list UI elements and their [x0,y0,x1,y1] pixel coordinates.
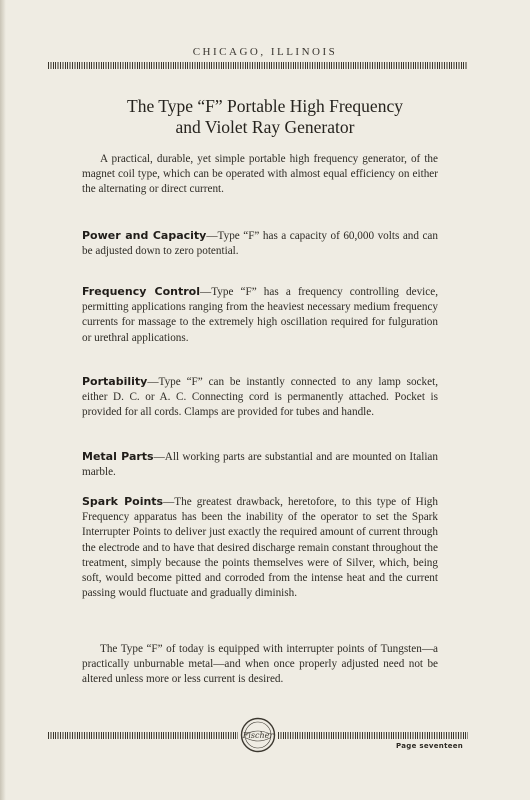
running-header: CHICAGO, ILLINOIS [192,46,338,58]
section-text: —Type “F” can be instantly connected to any lamp socket, either D. C. or A. C. Connecting cord is permanently attached. Pocket is provided for all cords. Clamps are provided for tubes and handle. [82,376,438,419]
section-text: —Type “F” has a frequency controlling device, permitting applications ranging from the heaviest necessary medium frequency currents for massage to the extremely high oscillation required for fulguration or urethral applications. [82,286,438,344]
section-frequency-control [82,284,438,346]
section-heading: Metal Parts [82,450,154,463]
section-text: —Type “F” has a capacity of 60,000 volts and can be adjusted down to zero potential. [82,230,438,258]
top-rule [48,62,468,69]
closing-paragraph: The Type “F” of today is equipped with interrupter points of Tungsten—a practically unburnable metal—and when once properly adjusted need not be altered unless more or less current is desired. [82,643,438,686]
section-text: —The greatest drawback, heretofore, to this type of High Frequency apparatus has been the inability of the operator to set the Spark Interrupter Points to deliver just exactly the required amount of current through the electrode and to have that desired discharge remain constant throughout the treatment, simply because the points themselves were of Silver, which, being soft, would become pitted and corroded from the intense heat and the current passing would fluctuate and gradually diminish. [82,496,438,600]
title-line-1: The Type “F” Portable High Frequency [127,96,403,116]
section-metal-parts [82,449,438,480]
section-heading: Spark Points [82,495,164,508]
svg-text:Fischer: Fischer [242,731,274,740]
page-title [60,96,470,138]
page-number: Page seventeen [396,742,464,750]
title-line-2: and Violet Ray Generator [175,117,355,137]
section-text: —All working parts are substantial and are mounted on Italian marble. [82,451,438,479]
section-spark-points [82,494,438,601]
section-power-capacity [82,228,438,259]
page-edge-shadow [0,0,6,800]
section-portability [82,374,438,421]
section-heading: Portability [82,375,148,388]
bottom-rule-right [278,732,468,739]
intro-paragraph: A practical, durable, yet simple portable high frequency generator, of the magnet coil type, which can be operated with almost equal efficiency on either the alternating or direct current. [82,153,438,196]
section-heading: Frequency Control [82,285,201,298]
fischer-seal-logo [240,717,276,753]
bottom-rule-left [48,732,238,739]
section-heading: Power and Capacity [82,229,207,242]
